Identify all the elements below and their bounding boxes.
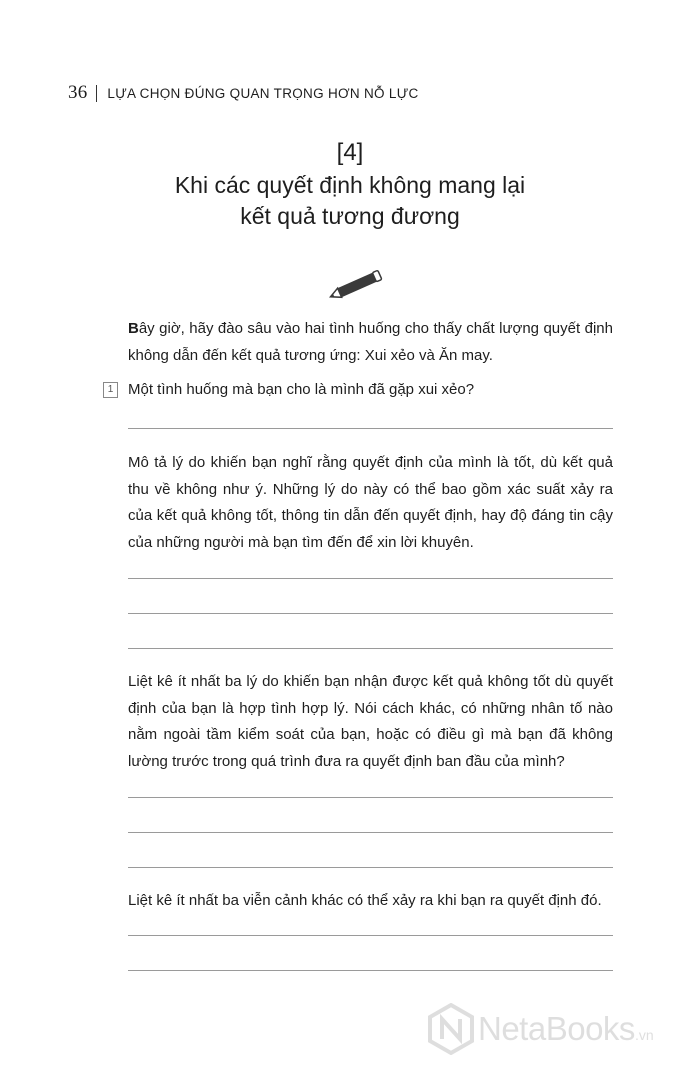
answer-line[interactable] xyxy=(128,613,613,614)
chapter-title-line2: kết quả tương đương xyxy=(240,203,460,229)
watermark-brand: NetaBooks xyxy=(478,1010,635,1047)
running-head xyxy=(68,82,419,104)
pencil-icon xyxy=(326,268,388,302)
question-1 xyxy=(103,381,474,398)
chapter-title-line1: Khi các quyết định không mang lại xyxy=(174,172,526,198)
watermark-text xyxy=(478,1010,654,1048)
running-title: LỰA CHỌN ĐÚNG QUAN TRỌNG HƠN NỖ LỰC xyxy=(107,85,419,101)
answer-line[interactable] xyxy=(128,832,613,833)
question-number-badge: 1 xyxy=(103,382,118,398)
answer-line[interactable] xyxy=(128,797,613,798)
answer-line[interactable] xyxy=(128,578,613,579)
prompt-paragraph-2: Liệt kê ít nhất ba lý do khiến bạn nhận được kết quả không tốt dù quyết định của bạn là hợp tình hợp lý. Nói cách khác, có những nhân tố nào nằm ngoài tầm kiểm soát của bạn, hoặc có điều gì mà bạn đã không lường trước trong quá trình đưa ra quyết định ban đầu của mình? xyxy=(128,673,613,770)
netabooks-logo-icon xyxy=(428,1003,474,1055)
watermark xyxy=(428,1003,654,1055)
intro-paragraph xyxy=(128,316,613,369)
answer-line[interactable] xyxy=(128,648,613,649)
watermark-suffix: .vn xyxy=(634,1027,654,1043)
intro-dropcap: B xyxy=(128,320,139,337)
prompt-paragraph-1: Mô tả lý do khiến bạn nghĩ rằng quyết định của mình là tốt, dù kết quả thu về không như ý. Những lý do này có thể bao gồm xác suất xảy ra của kết quả không tốt, thông tin dẫn đến quyết định, hay độ đáng tin cậy của những người mà bạn tìm đến để xin lời khuyên. xyxy=(128,454,613,551)
intro-text: ây giờ, hãy đào sâu vào hai tình huống cho thấy chất lượng quyết định không dẫn đến kết quả tương ứng: Xui xẻo và Ăn may. xyxy=(128,320,613,364)
chapter-number: [4] xyxy=(336,139,364,166)
answer-line[interactable] xyxy=(128,428,613,429)
page-number: 36 xyxy=(68,82,88,103)
question-1-text: Một tình huống mà bạn cho là mình đã gặp xui xẻo? xyxy=(128,381,475,398)
header-divider xyxy=(96,85,97,102)
answer-line[interactable] xyxy=(128,970,613,971)
answer-line[interactable] xyxy=(128,867,613,868)
answer-line[interactable] xyxy=(128,935,613,936)
prompt-paragraph-3: Liệt kê ít nhất ba viễn cảnh khác có thể xảy ra khi bạn ra quyết định đó. xyxy=(128,892,602,909)
